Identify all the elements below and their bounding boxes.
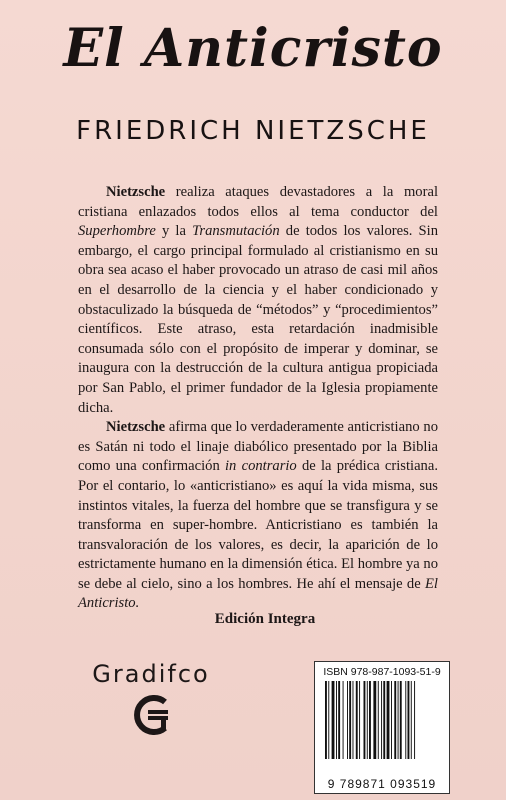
blurb-run: de la prédica cristiana. Por el contario, lo «anticristiano» es aquí la vida misma, sus instintos vitales, la fuerza del hombre que se transfigura y se transforma en super-hombre. Anticristiano es también la transvaloración de los valores, es decir, la aparición de lo estrictamente humano en la dimensión ética. El hombre ya no se debe al cielo, sino a los hombres. He ahí el mensaje de [78,458,438,592]
isbn-label: ISBN 978-987-1093-51-9 [323,666,441,678]
blurb-run: Superhombre [78,223,156,240]
blurb-run: realiza ataques devastadores a la moral cristiana enlazados todos ellos al tema conductor del [78,184,438,220]
blurb-run: Transmutación [192,223,280,240]
blurb-run: in contrario [225,458,297,475]
blurb-paragraph-2 [78,418,438,614]
book-title: El Anticristo [63,18,443,79]
blurb-run: afirma que lo verdaderamente anticristiano no es Satán ni todo el linaje diabólico presentado por la Biblia como una confirmación [78,419,438,475]
publisher-logo-icon [131,694,171,736]
blurb-run: de todos los valores. Sin embargo, el cargo principal formulado al cristianismo en su obra sea acaso el haber provocado un atraso de casi mil años en el desarrollo de la ciencia y el haber condicionado y obstaculizado la búsqueda de “métodos” y “procedimientos” científicos. Este atraso, esta retardación inadmisible consumada sólo con el propósito de imperar y dominar, se inaugura con la destrucción de la cultura antigua propiciada por San Pablo, el primer fundador de la Iglesia propiamente dicha. [78,223,438,416]
barcode-icon [323,681,441,773]
publisher-name: Gradifco [92,660,210,688]
blurb-paragraph-1 [78,183,438,418]
blurb-run: y la [155,223,193,240]
blurb-run: Nietzsche [106,419,166,436]
barcode-block [314,661,450,794]
barcode-digits: 9 789871 093519 [327,777,437,791]
book-author: FRIEDRICH NIETZSCHE [76,116,430,146]
blurb-run: Nietzsche [106,184,166,200]
blurb-text [78,183,438,614]
edition-label: Edición Integra [214,611,316,627]
blurb-run: El Anticristo. [78,575,438,612]
